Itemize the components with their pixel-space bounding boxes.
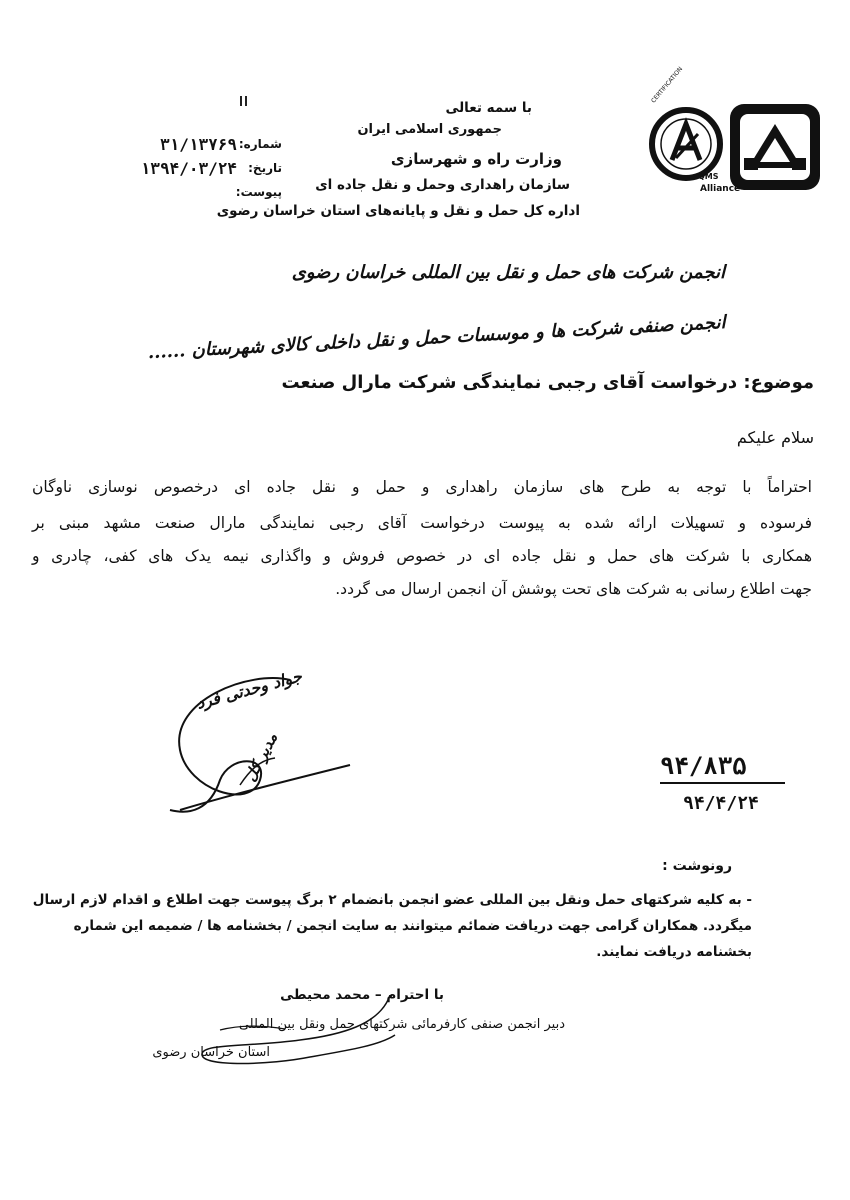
body-line-1: احتراماً با توجه به طرح های سازمان راهداری و حمل و نقل جاده ای درخصوص نوسازی ناوگان [32, 478, 812, 496]
scan-mark [240, 96, 242, 106]
letter-date-value: ۱۳۹۴/۰۳/۲۴ [140, 159, 237, 178]
ministry-emblem-icon [648, 98, 826, 198]
reference-underline [660, 782, 785, 784]
body-line-4: جهت اطلاع رسانی به شرکت های تحت پوشش آن انجمن ارسال می گردد. [335, 580, 812, 598]
letter-attachment-row [112, 183, 282, 203]
greeting: سلام علیکم [736, 428, 814, 447]
letter-date-row [112, 159, 282, 179]
letter-number-label: شماره: [238, 137, 282, 151]
letter-number-value: ۳۱/۱۳۷۶۹ [159, 135, 237, 154]
signer-province: استان خراسان رضوی [152, 1045, 270, 1060]
addressee-line-1: انجمن شرکت های حمل و نقل بین المللی خراسان رضوی [291, 262, 725, 283]
signatory-title: مدیر کل [240, 729, 282, 785]
logo-certification-text: CERTIFICATION [650, 65, 685, 105]
closing-signature-line: با احترام – محمد محیطی [280, 987, 444, 1003]
body-line-3: همکاری با شرکت های حمل و نقل جاده ای در خصوص فروش و واگذاری نیمه یدک های کفی، چادری و [32, 547, 812, 565]
body-line-2: فرسوده و تسهیلات ارائه شده به پیوست درخواست آقای رجبی نمایندگی مارال صنعت مشهد مبنی بر [32, 514, 812, 532]
letter-meta [112, 135, 282, 210]
letter-number-row [112, 135, 282, 155]
signer-organization-title: دبیر انجمن صنفی کارفرمائی شرکتهای حمل ونقل بین المللی [238, 1017, 565, 1032]
addressee-line-2: انجمن صنفی شرکت ها و موسسات حمل و نقل داخلی کالای شهرستان ...... [146, 312, 726, 364]
scan-mark [245, 96, 247, 106]
copy-line-3: بخشنامه دریافت نمایند. [596, 944, 752, 960]
copy-line-1: - به کلیه شرکتهای حمل ونقل بین المللی عضو انجمن بانضمام ۲ برگ پیوست جهت اطلاع و اقدام لازم ارسال [32, 892, 752, 908]
organization-logo [648, 65, 826, 198]
letter-date-label: تاریخ: [248, 161, 282, 175]
letter-subject: موضوع: درخواست آقای رجبی نمایندگی شرکت مارال صنعت [281, 372, 814, 393]
copy-heading: رونوشت : [662, 858, 732, 874]
letterhead-directorate: اداره کل حمل و نقل و پایانه‌های استان خراسان رضوی [216, 203, 580, 219]
letterhead [216, 100, 580, 225]
letterhead-invocation: با سمه تعالی [445, 100, 532, 116]
handwritten-reference-date: ۹۴/۴/۲۴ [683, 793, 759, 814]
logo-qms-text: QMS [698, 172, 719, 181]
letter-attachment-label: پیوست: [235, 185, 282, 199]
letterhead-organization: سازمان راهداری وحمل و نقل جاده ای [315, 177, 570, 193]
copy-line-2: میگردد. همکاران گرامی جهت دریافت ضمائم میتوانند به سایت انجمن / بخشنامه ها / ضمیمه این شماره [73, 918, 752, 934]
handwritten-reference-number: ۹۴/۸۳۵ [660, 752, 747, 780]
logo-alliance-text: Alliance [700, 184, 741, 194]
letterhead-ministry: وزارت راه و شهرسازی [390, 150, 562, 168]
signatory-name: جواد وحدتی فرد [194, 666, 304, 713]
letterhead-country: جمهوری اسلامی ایران [357, 122, 502, 137]
